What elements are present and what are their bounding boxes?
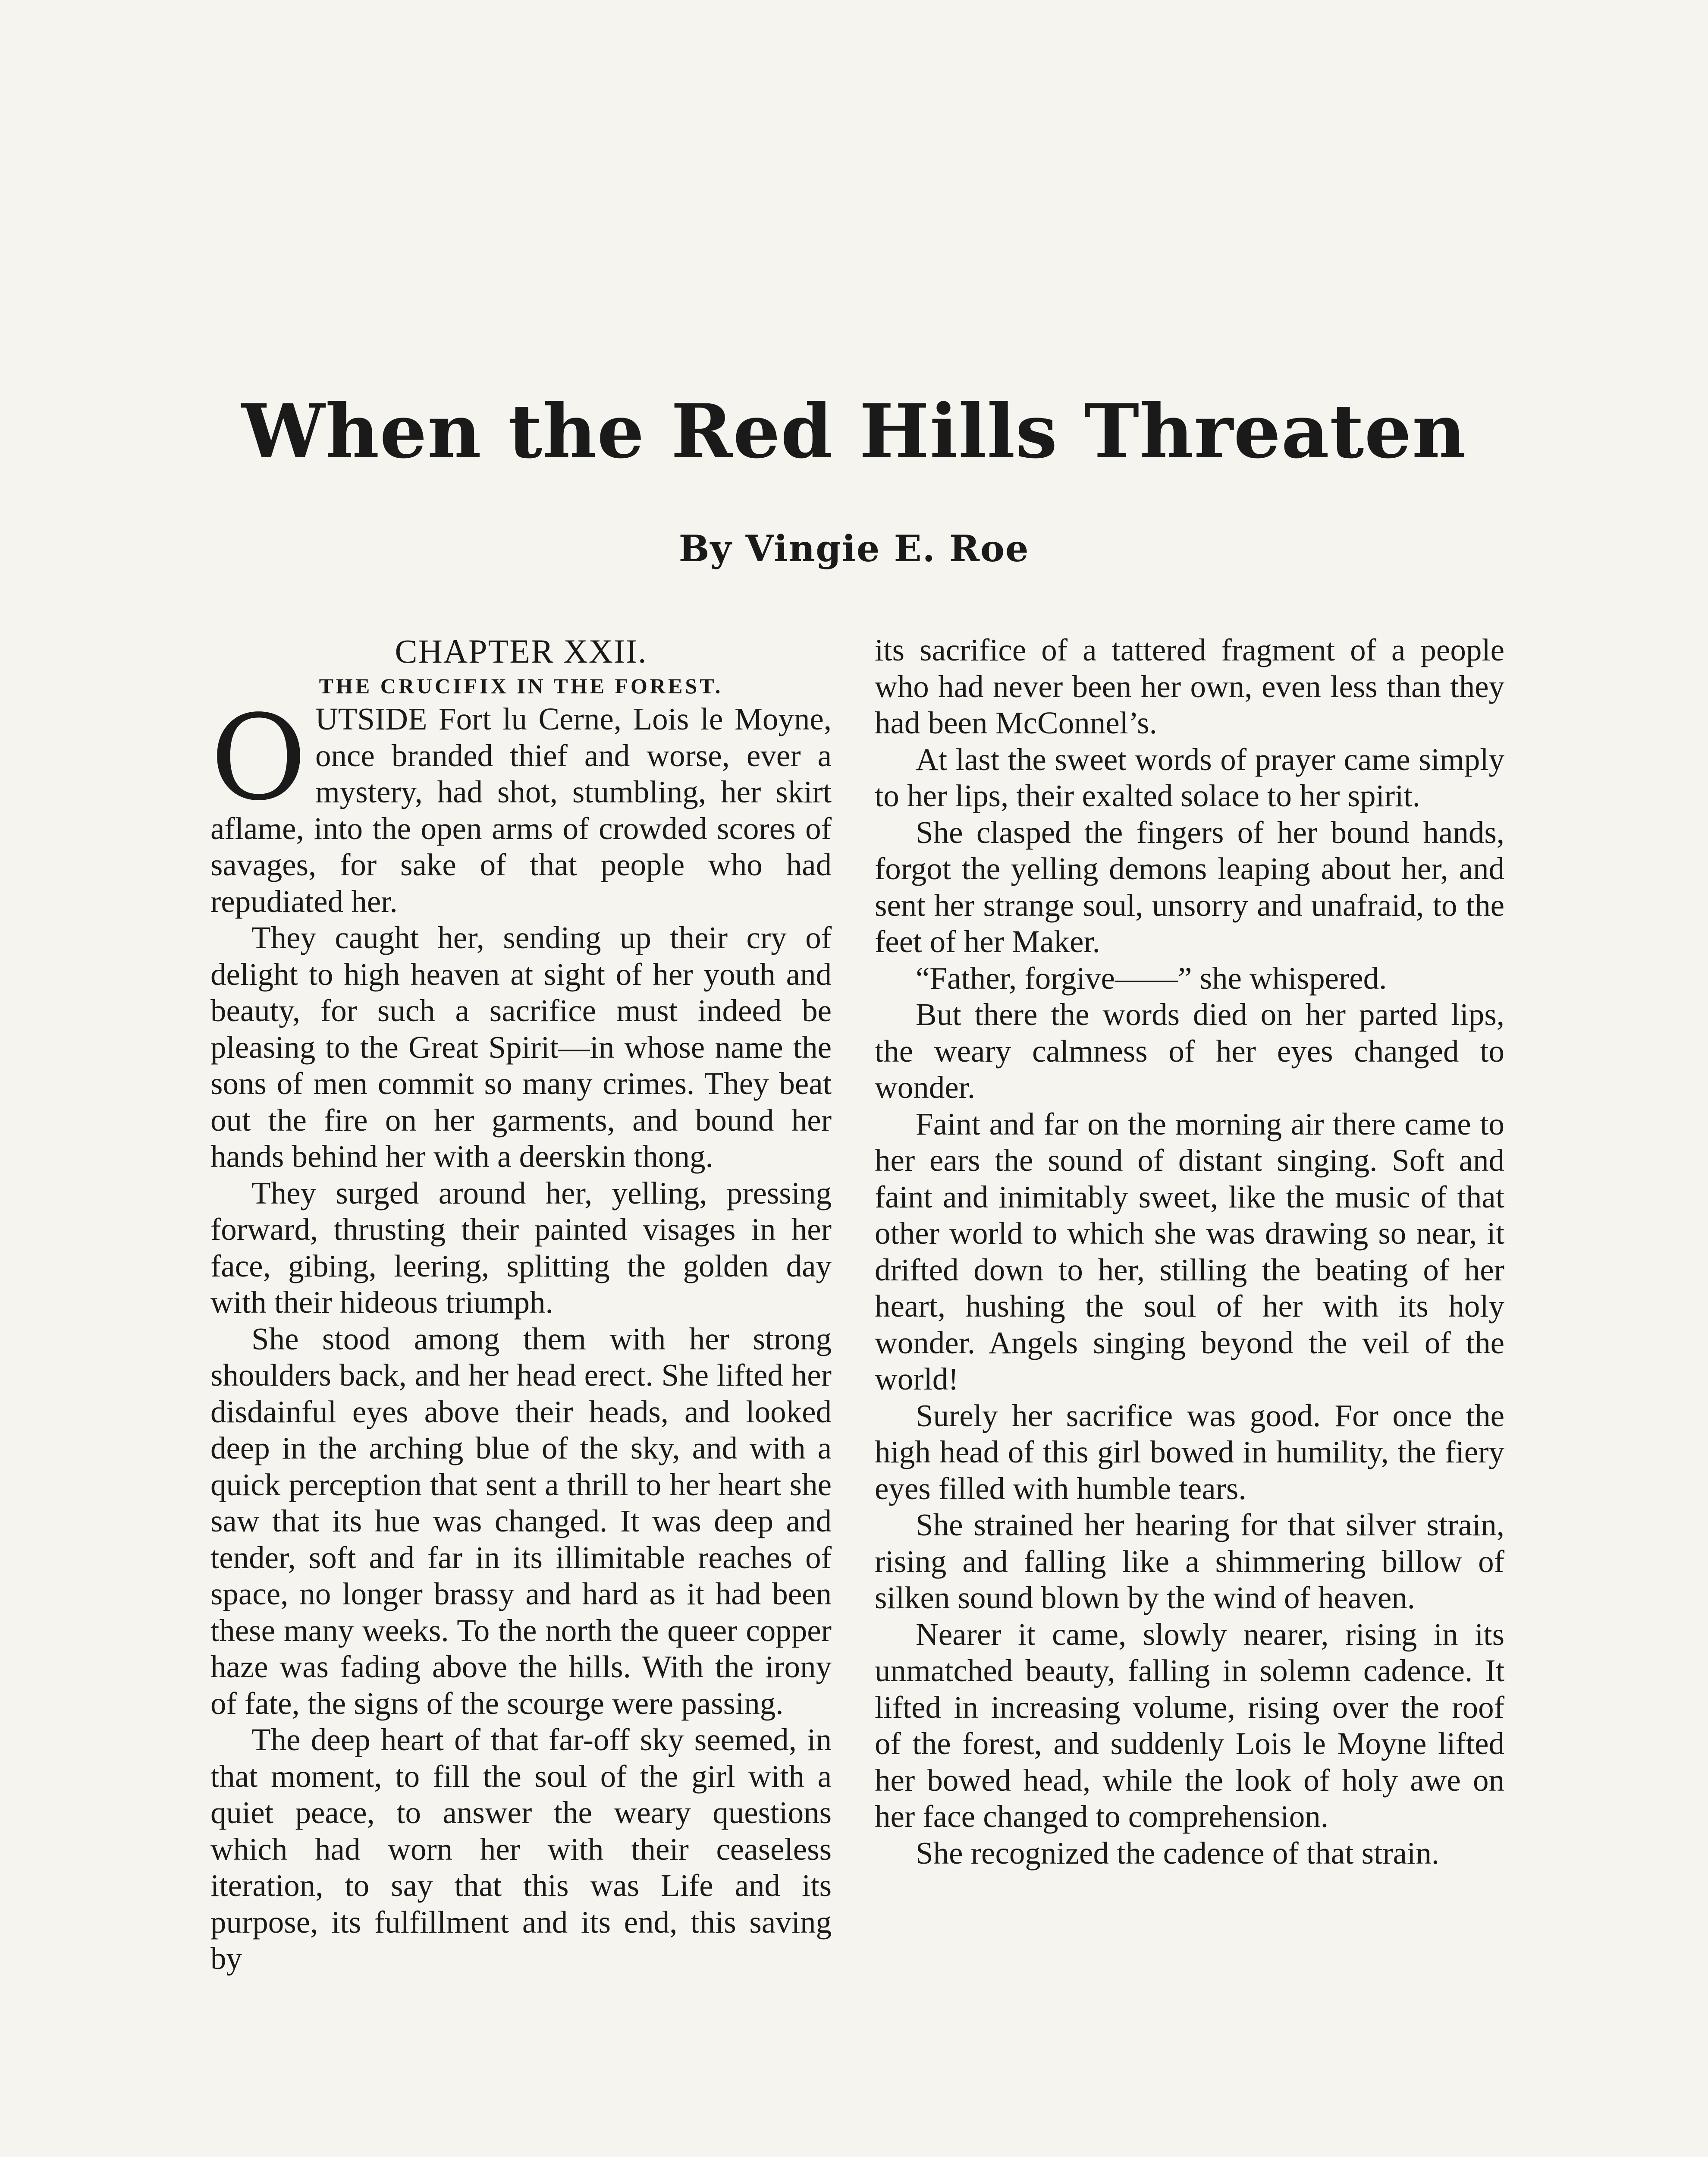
paragraph: She recognized the cadence of that strain.: [916, 1835, 1440, 1871]
paragraph: The deep heart of that far-off sky seemed, in that moment, to fill the soul of the girl with a quiet peace, to answer the weary questions which had worn her with their ceaseless iteration, to say that this was Life and its purpose, its fulfillment and its end, this saving by: [210, 1722, 832, 1976]
byline: By Vingie E. Roe: [678, 527, 1030, 570]
drop-cap: O: [210, 690, 307, 827]
right-column: [875, 632, 1504, 1871]
paragraph: Faint and far on the morning air there came to her ears the sound of distant singing. Soft and faint and inimitably sweet, like the music of that other world to which she was drawing so near, it drifted down to her, stilling the beating of her heart, hushing the soul of her with its holy wonder. Angels singing beyond the veil of the world!: [875, 1106, 1504, 1396]
paragraph: They caught her, sending up their cry of delight to high heaven at sight of her youth and beauty, for such a sacrifice must indeed be pleasing to the Great Spirit—in whose name the sons of men commit so many crimes. They beat out the fire on her garments, and bound her hands behind her with a deerskin thong.: [210, 920, 832, 1174]
chapter-subhead: THE CRUCIFIX IN THE FOREST.: [319, 674, 723, 698]
chapter-heading: CHAPTER XXII.: [395, 632, 647, 670]
paragraph: But there the words died on her parted lips, the weary calmness of her eyes changed to wonder.: [875, 997, 1504, 1105]
paragraph: Nearer it came, slowly nearer, rising in its unmatched beauty, falling in solemn cadence. It lifted in increasing volume, rising over the roof of the forest, and suddenly Lois le Moyne lifted her bowed head, while the look of holy awe on her face changed to comprehension.: [875, 1616, 1504, 1834]
paragraph-continued: its sacrifice of a tattered fragment of a people who had never been her own, even less than they had been McConnel’s.: [875, 632, 1504, 740]
paragraph: At last the sweet words of prayer came simply to her lips, their exalted solace to her spirit.: [875, 742, 1504, 813]
paragraph: She strained her hearing for that silver strain, rising and falling like a shimmering billow of silken sound blown by the wind of heaven.: [875, 1507, 1504, 1615]
paragraph: She stood among them with her strong shoulders back, and her head erect. She lifted her disdainful eyes above their heads, and looked deep in the arching blue of the sky, and with a quick perception that sent a thrill to her heart she saw that its hue was changed. It was deep and tender, soft and far in its illimitable reaches of space, no longer brassy and hard as it had been these many weeks. To the north the queer copper haze was fading above the hills. With the irony of fate, the signs of the scourge were passing.: [210, 1321, 832, 1721]
paragraph: “Father, forgive——” she whispered.: [916, 960, 1387, 996]
left-column: [210, 632, 832, 1977]
article-title: When the Red Hills Threaten: [242, 387, 1466, 475]
paragraph: They surged around her, yelling, pressing forward, thrusting their painted visages in her face, gibing, leering, splitting the golden day with their hideous triumph.: [210, 1175, 832, 1320]
paragraph: Surely her sacrifice was good. For once the high head of this girl bowed in humility, the fiery eyes filled with humble tears.: [875, 1398, 1504, 1506]
paragraph: [210, 690, 832, 920]
paragraph-text: UTSIDE Fort lu Cerne, Lois le Moyne, once branded thief and worse, ever a mystery, had shot, stumbling, her skirt aflame, into the open arms of crowded scores of savages, for sake of that people who had repudiated her.: [210, 701, 832, 919]
paragraph: She clasped the fingers of her bound hands, forgot the yelling demons leaping about her, and sent her strange soul, unsorry and unafraid, to the feet of her Maker.: [875, 814, 1504, 959]
